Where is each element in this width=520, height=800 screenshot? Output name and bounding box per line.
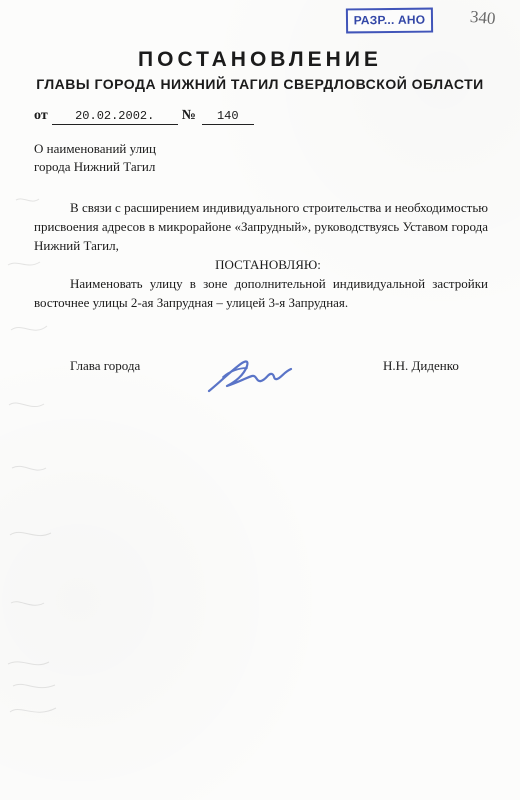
document-subject	[34, 140, 156, 176]
date-label: от	[34, 108, 48, 123]
resolve-heading: ПОСТАНОВЛЯЮ:	[215, 257, 321, 272]
document-number: 140	[202, 110, 254, 125]
document-subtitle: ГЛАВЫ ГОРОДА НИЖНИЙ ТАГИЛ СВЕРДЛОВСКОЙ ОБЛАСТИ	[36, 76, 484, 92]
handwritten-signature-icon	[205, 354, 297, 398]
signer-title: Глава города	[70, 358, 141, 373]
number-label: №	[181, 108, 196, 123]
document-meta	[34, 108, 254, 125]
document-title: ПОСТАНОВЛЕНИЕ	[138, 48, 382, 71]
document-date: 20.02.2002.	[52, 110, 178, 125]
approval-stamp: РАЗР... АНО	[346, 8, 433, 34]
archive-number: 340	[469, 6, 497, 29]
subject-line-1: О наименований улиц	[34, 141, 156, 156]
body-paragraph-1: В связи с расширением индивидуального строительства и необходимостью присвоения адресов в микрорайоне «Запрудный», руководствуясь Уставом города Нижний Тагил,	[34, 200, 488, 253]
signer-name: Н.Н. Диденко	[383, 358, 459, 373]
document-body	[34, 198, 488, 312]
body-paragraph-2: Наименовать улицу в зоне дополнительной индивидуальной застройки восточнее улицы 2-ая Запрудная – улицей 3-я Запрудная.	[34, 276, 488, 310]
subject-line-2: города Нижний Тагил	[34, 159, 156, 174]
